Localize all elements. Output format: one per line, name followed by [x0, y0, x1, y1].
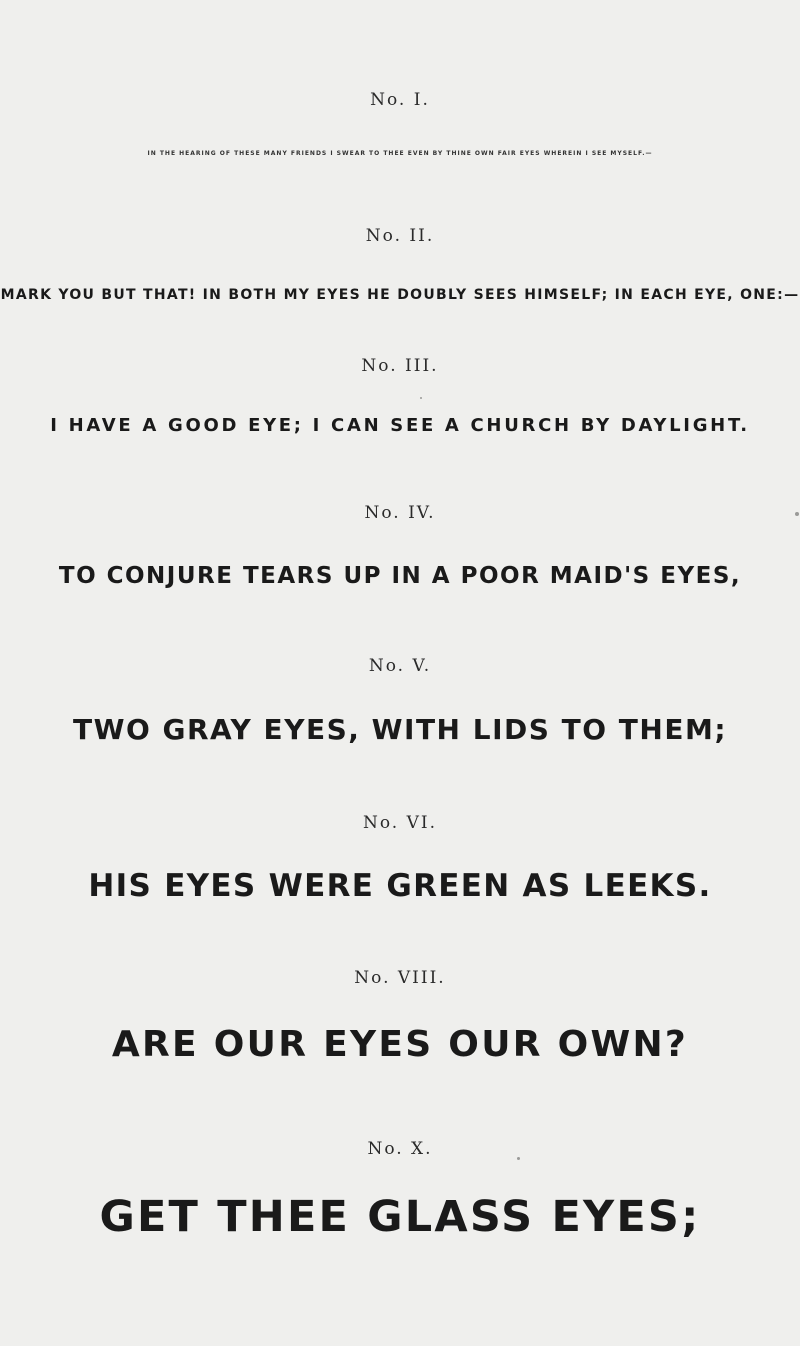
section-number: No. X.: [367, 1139, 433, 1159]
quote-line: HIS EYES WERE GREEN AS LEEKS.: [88, 868, 712, 904]
quote-line: TWO GRAY EYES, WITH LIDS TO THEM;: [72, 713, 728, 746]
paper-speck: [795, 512, 799, 516]
quote-line: TO CONJURE TEARS UP IN A POOR MAID'S EYES,: [58, 563, 742, 589]
quote-line: GET THEE GLASS EYES;: [99, 1192, 701, 1242]
paper-speck: [420, 397, 422, 399]
quote-line: IN THE HEARING OF THESE MANY FRIENDS I SWEAR TO THEE EVEN BY THINE OWN FAIR EYES WHEREIN I SEE MYSELF.—: [147, 150, 653, 157]
section-number: No. IV.: [364, 503, 436, 523]
section-number: No. I.: [370, 90, 430, 110]
section-number: No. VIII.: [354, 968, 446, 988]
quote-line: I HAVE A GOOD EYE; I CAN SEE A CHURCH BY DAYLIGHT.: [50, 415, 750, 436]
section-number: No. II.: [365, 226, 435, 246]
paper-speck: [517, 1157, 520, 1160]
section-number: No. III.: [361, 356, 439, 376]
quote-line: MARK YOU BUT THAT! IN BOTH MY EYES HE DOUBLY SEES HIMSELF; IN EACH EYE, ONE:—: [0, 287, 800, 303]
quote-line: ARE OUR EYES OUR OWN?: [111, 1024, 689, 1065]
section-number: No. VI.: [362, 813, 437, 833]
section-number: No. V.: [368, 656, 432, 676]
